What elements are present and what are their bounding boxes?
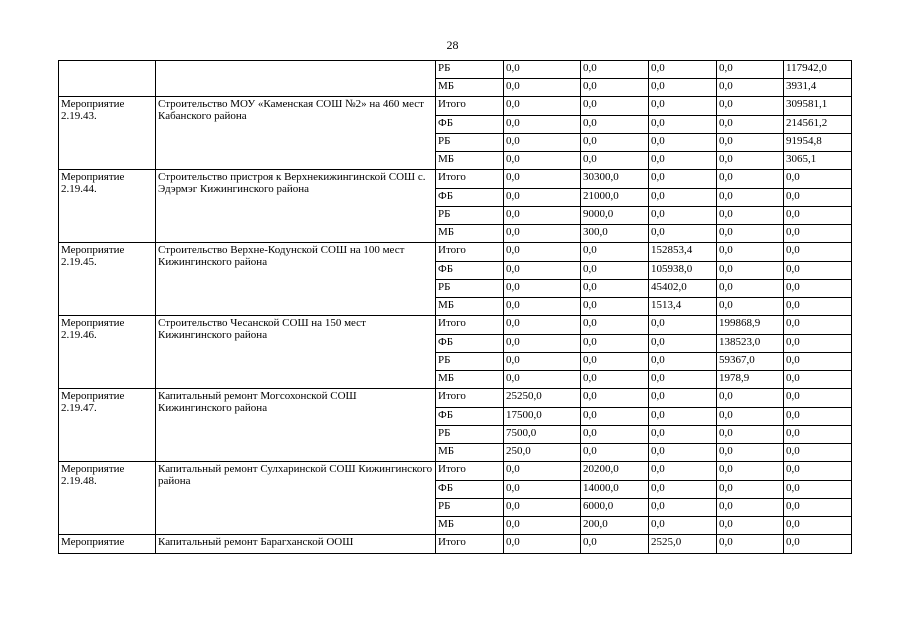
page-number: 28 (446, 38, 459, 52)
source-cell: ФБ (436, 408, 504, 426)
measure-cell: Мероприятие 2.19.48. (59, 462, 156, 535)
value-cell: 0,0 (717, 189, 784, 207)
value-cell: 0,0 (581, 371, 649, 389)
value-cell: 0,0 (784, 243, 852, 262)
value-cell: 0,0 (504, 316, 581, 335)
value-cell: 0,0 (784, 408, 852, 426)
value-cell: 0,0 (649, 426, 717, 444)
table-row (59, 170, 852, 189)
measure-cell: Мероприятие 2.19.44. (59, 170, 156, 243)
table-row (59, 243, 852, 262)
value-cell: 0,0 (784, 262, 852, 280)
value-cell: 0,0 (504, 499, 581, 517)
source-cell: Итого (436, 462, 504, 481)
value-cell: 0,0 (649, 225, 717, 243)
value-cell: 0,0 (504, 79, 581, 97)
value-cell: 0,0 (581, 353, 649, 371)
source-cell: Итого (436, 316, 504, 335)
source-cell: Итого (436, 97, 504, 116)
value-cell: 0,0 (649, 152, 717, 170)
source-cell: Итого (436, 243, 504, 262)
value-cell: 59367,0 (717, 353, 784, 371)
source-cell: МБ (436, 152, 504, 170)
value-cell: 117942,0 (784, 61, 852, 79)
value-cell: 0,0 (784, 426, 852, 444)
value-cell: 0,0 (717, 462, 784, 481)
value-cell: 30300,0 (581, 170, 649, 189)
value-cell: 9000,0 (581, 207, 649, 225)
value-cell: 0,0 (717, 280, 784, 298)
value-cell: 0,0 (581, 335, 649, 353)
value-cell: 20200,0 (581, 462, 649, 481)
value-cell: 7500,0 (504, 426, 581, 444)
value-cell: 0,0 (649, 335, 717, 353)
value-cell: 0,0 (717, 225, 784, 243)
source-cell: Итого (436, 535, 504, 554)
value-cell: 1513,4 (649, 298, 717, 316)
value-cell: 0,0 (784, 444, 852, 462)
value-cell: 0,0 (717, 116, 784, 134)
value-cell: 0,0 (717, 262, 784, 280)
table-row (59, 462, 852, 481)
source-cell: РБ (436, 353, 504, 371)
source-cell: ФБ (436, 189, 504, 207)
value-cell: 0,0 (581, 61, 649, 79)
value-cell: 0,0 (784, 316, 852, 335)
source-cell: ФБ (436, 262, 504, 280)
description-cell: Капитальный ремонт Сулхаринской СОШ Кижингинского района (156, 462, 436, 535)
description-cell (156, 61, 436, 97)
value-cell: 0,0 (649, 408, 717, 426)
value-cell: 0,0 (784, 335, 852, 353)
value-cell: 0,0 (581, 280, 649, 298)
value-cell: 0,0 (717, 207, 784, 225)
value-cell: 3065,1 (784, 152, 852, 170)
value-cell: 0,0 (784, 353, 852, 371)
value-cell: 0,0 (504, 134, 581, 152)
source-cell: ФБ (436, 335, 504, 353)
value-cell: 0,0 (649, 189, 717, 207)
value-cell: 0,0 (784, 170, 852, 189)
value-cell: 45402,0 (649, 280, 717, 298)
value-cell: 0,0 (581, 79, 649, 97)
value-cell: 0,0 (649, 170, 717, 189)
value-cell: 0,0 (717, 481, 784, 499)
description-cell: Капитальный ремонт Могсохонской СОШ Кижингинского района (156, 389, 436, 462)
description-cell: Строительство МОУ «Каменская СОШ №2» на 460 мест Кабанского района (156, 97, 436, 170)
value-cell: 0,0 (504, 535, 581, 554)
value-cell: 0,0 (717, 444, 784, 462)
value-cell: 0,0 (717, 243, 784, 262)
source-cell: МБ (436, 225, 504, 243)
source-cell: Итого (436, 170, 504, 189)
value-cell: 17500,0 (504, 408, 581, 426)
value-cell: 0,0 (649, 79, 717, 97)
value-cell: 0,0 (784, 481, 852, 499)
value-cell: 0,0 (504, 353, 581, 371)
source-cell: МБ (436, 444, 504, 462)
value-cell: 0,0 (581, 389, 649, 408)
measure-cell (59, 61, 156, 97)
value-cell: 0,0 (717, 408, 784, 426)
value-cell: 0,0 (717, 134, 784, 152)
value-cell: 0,0 (504, 262, 581, 280)
source-cell: РБ (436, 207, 504, 225)
value-cell: 0,0 (717, 535, 784, 554)
value-cell: 300,0 (581, 225, 649, 243)
value-cell: 0,0 (581, 298, 649, 316)
value-cell: 0,0 (581, 97, 649, 116)
value-cell: 0,0 (784, 517, 852, 535)
value-cell: 0,0 (504, 481, 581, 499)
value-cell: 0,0 (504, 170, 581, 189)
source-cell: МБ (436, 79, 504, 97)
source-cell: Итого (436, 389, 504, 408)
source-cell: РБ (436, 426, 504, 444)
value-cell: 105938,0 (649, 262, 717, 280)
value-cell: 1978,9 (717, 371, 784, 389)
value-cell: 0,0 (717, 389, 784, 408)
value-cell: 0,0 (649, 444, 717, 462)
value-cell: 0,0 (784, 535, 852, 554)
table-row (59, 316, 852, 335)
value-cell: 21000,0 (581, 189, 649, 207)
value-cell: 0,0 (504, 298, 581, 316)
value-cell: 199868,9 (717, 316, 784, 335)
value-cell: 0,0 (717, 170, 784, 189)
value-cell: 0,0 (504, 97, 581, 116)
source-cell: РБ (436, 280, 504, 298)
value-cell: 0,0 (649, 61, 717, 79)
source-cell: ФБ (436, 481, 504, 499)
value-cell: 309581,1 (784, 97, 852, 116)
value-cell: 0,0 (649, 316, 717, 335)
table-row (59, 535, 852, 554)
value-cell: 0,0 (504, 225, 581, 243)
value-cell: 0,0 (504, 243, 581, 262)
table-row (59, 97, 852, 116)
value-cell: 91954,8 (784, 134, 852, 152)
value-cell: 0,0 (581, 444, 649, 462)
value-cell: 0,0 (504, 280, 581, 298)
value-cell: 200,0 (581, 517, 649, 535)
value-cell: 0,0 (581, 116, 649, 134)
value-cell: 0,0 (504, 517, 581, 535)
source-cell: МБ (436, 517, 504, 535)
description-cell: Строительство пристроя к Верхнекижингинской СОШ с. Эдэрмэг Кижингинского района (156, 170, 436, 243)
value-cell: 0,0 (784, 207, 852, 225)
source-cell: ФБ (436, 116, 504, 134)
value-cell: 0,0 (784, 371, 852, 389)
value-cell: 0,0 (784, 189, 852, 207)
value-cell: 0,0 (504, 152, 581, 170)
value-cell: 0,0 (717, 152, 784, 170)
value-cell: 0,0 (784, 499, 852, 517)
measure-cell: Мероприятие 2.19.45. (59, 243, 156, 316)
value-cell: 3931,4 (784, 79, 852, 97)
description-cell: Строительство Чесанской СОШ на 150 мест Кижингинского района (156, 316, 436, 389)
value-cell: 0,0 (649, 371, 717, 389)
value-cell: 0,0 (649, 481, 717, 499)
value-cell: 0,0 (504, 207, 581, 225)
value-cell: 0,0 (649, 517, 717, 535)
value-cell: 138523,0 (717, 335, 784, 353)
value-cell: 0,0 (717, 298, 784, 316)
value-cell: 0,0 (581, 408, 649, 426)
value-cell: 0,0 (784, 298, 852, 316)
value-cell: 6000,0 (581, 499, 649, 517)
budget-table (58, 60, 852, 554)
measure-cell: Мероприятие 2.19.47. (59, 389, 156, 462)
value-cell: 25250,0 (504, 389, 581, 408)
value-cell: 0,0 (581, 243, 649, 262)
value-cell: 0,0 (649, 499, 717, 517)
measure-cell: Мероприятие 2.19.46. (59, 316, 156, 389)
description-cell: Капитальный ремонт Барагханской ООШ (156, 535, 436, 554)
value-cell: 0,0 (717, 517, 784, 535)
measure-cell: Мероприятие (59, 535, 156, 554)
value-cell: 0,0 (717, 499, 784, 517)
value-cell: 0,0 (784, 389, 852, 408)
value-cell: 0,0 (717, 426, 784, 444)
value-cell: 0,0 (504, 61, 581, 79)
value-cell: 2525,0 (649, 535, 717, 554)
source-cell: РБ (436, 134, 504, 152)
source-cell: РБ (436, 499, 504, 517)
value-cell: 0,0 (649, 389, 717, 408)
source-cell: РБ (436, 61, 504, 79)
value-cell: 0,0 (649, 134, 717, 152)
value-cell: 214561,2 (784, 116, 852, 134)
value-cell: 0,0 (784, 280, 852, 298)
value-cell: 0,0 (717, 79, 784, 97)
value-cell: 0,0 (784, 225, 852, 243)
value-cell: 250,0 (504, 444, 581, 462)
value-cell: 0,0 (717, 61, 784, 79)
value-cell: 0,0 (504, 371, 581, 389)
value-cell: 0,0 (717, 97, 784, 116)
value-cell: 0,0 (504, 462, 581, 481)
table-row (59, 389, 852, 408)
value-cell: 0,0 (649, 353, 717, 371)
value-cell: 0,0 (504, 189, 581, 207)
budget-table-body (59, 61, 852, 554)
value-cell: 0,0 (581, 535, 649, 554)
measure-cell: Мероприятие 2.19.43. (59, 97, 156, 170)
value-cell: 152853,4 (649, 243, 717, 262)
value-cell: 0,0 (581, 152, 649, 170)
value-cell: 0,0 (784, 462, 852, 481)
value-cell: 0,0 (649, 462, 717, 481)
value-cell: 0,0 (581, 316, 649, 335)
source-cell: МБ (436, 371, 504, 389)
value-cell: 0,0 (649, 116, 717, 134)
table-row (59, 61, 852, 79)
value-cell: 0,0 (504, 116, 581, 134)
source-cell: МБ (436, 298, 504, 316)
value-cell: 0,0 (581, 426, 649, 444)
description-cell: Строительство Верхне-Кодунской СОШ на 100 мест Кижингинского района (156, 243, 436, 316)
value-cell: 0,0 (581, 262, 649, 280)
value-cell: 0,0 (649, 97, 717, 116)
value-cell: 0,0 (581, 134, 649, 152)
value-cell: 0,0 (649, 207, 717, 225)
value-cell: 14000,0 (581, 481, 649, 499)
value-cell: 0,0 (504, 335, 581, 353)
